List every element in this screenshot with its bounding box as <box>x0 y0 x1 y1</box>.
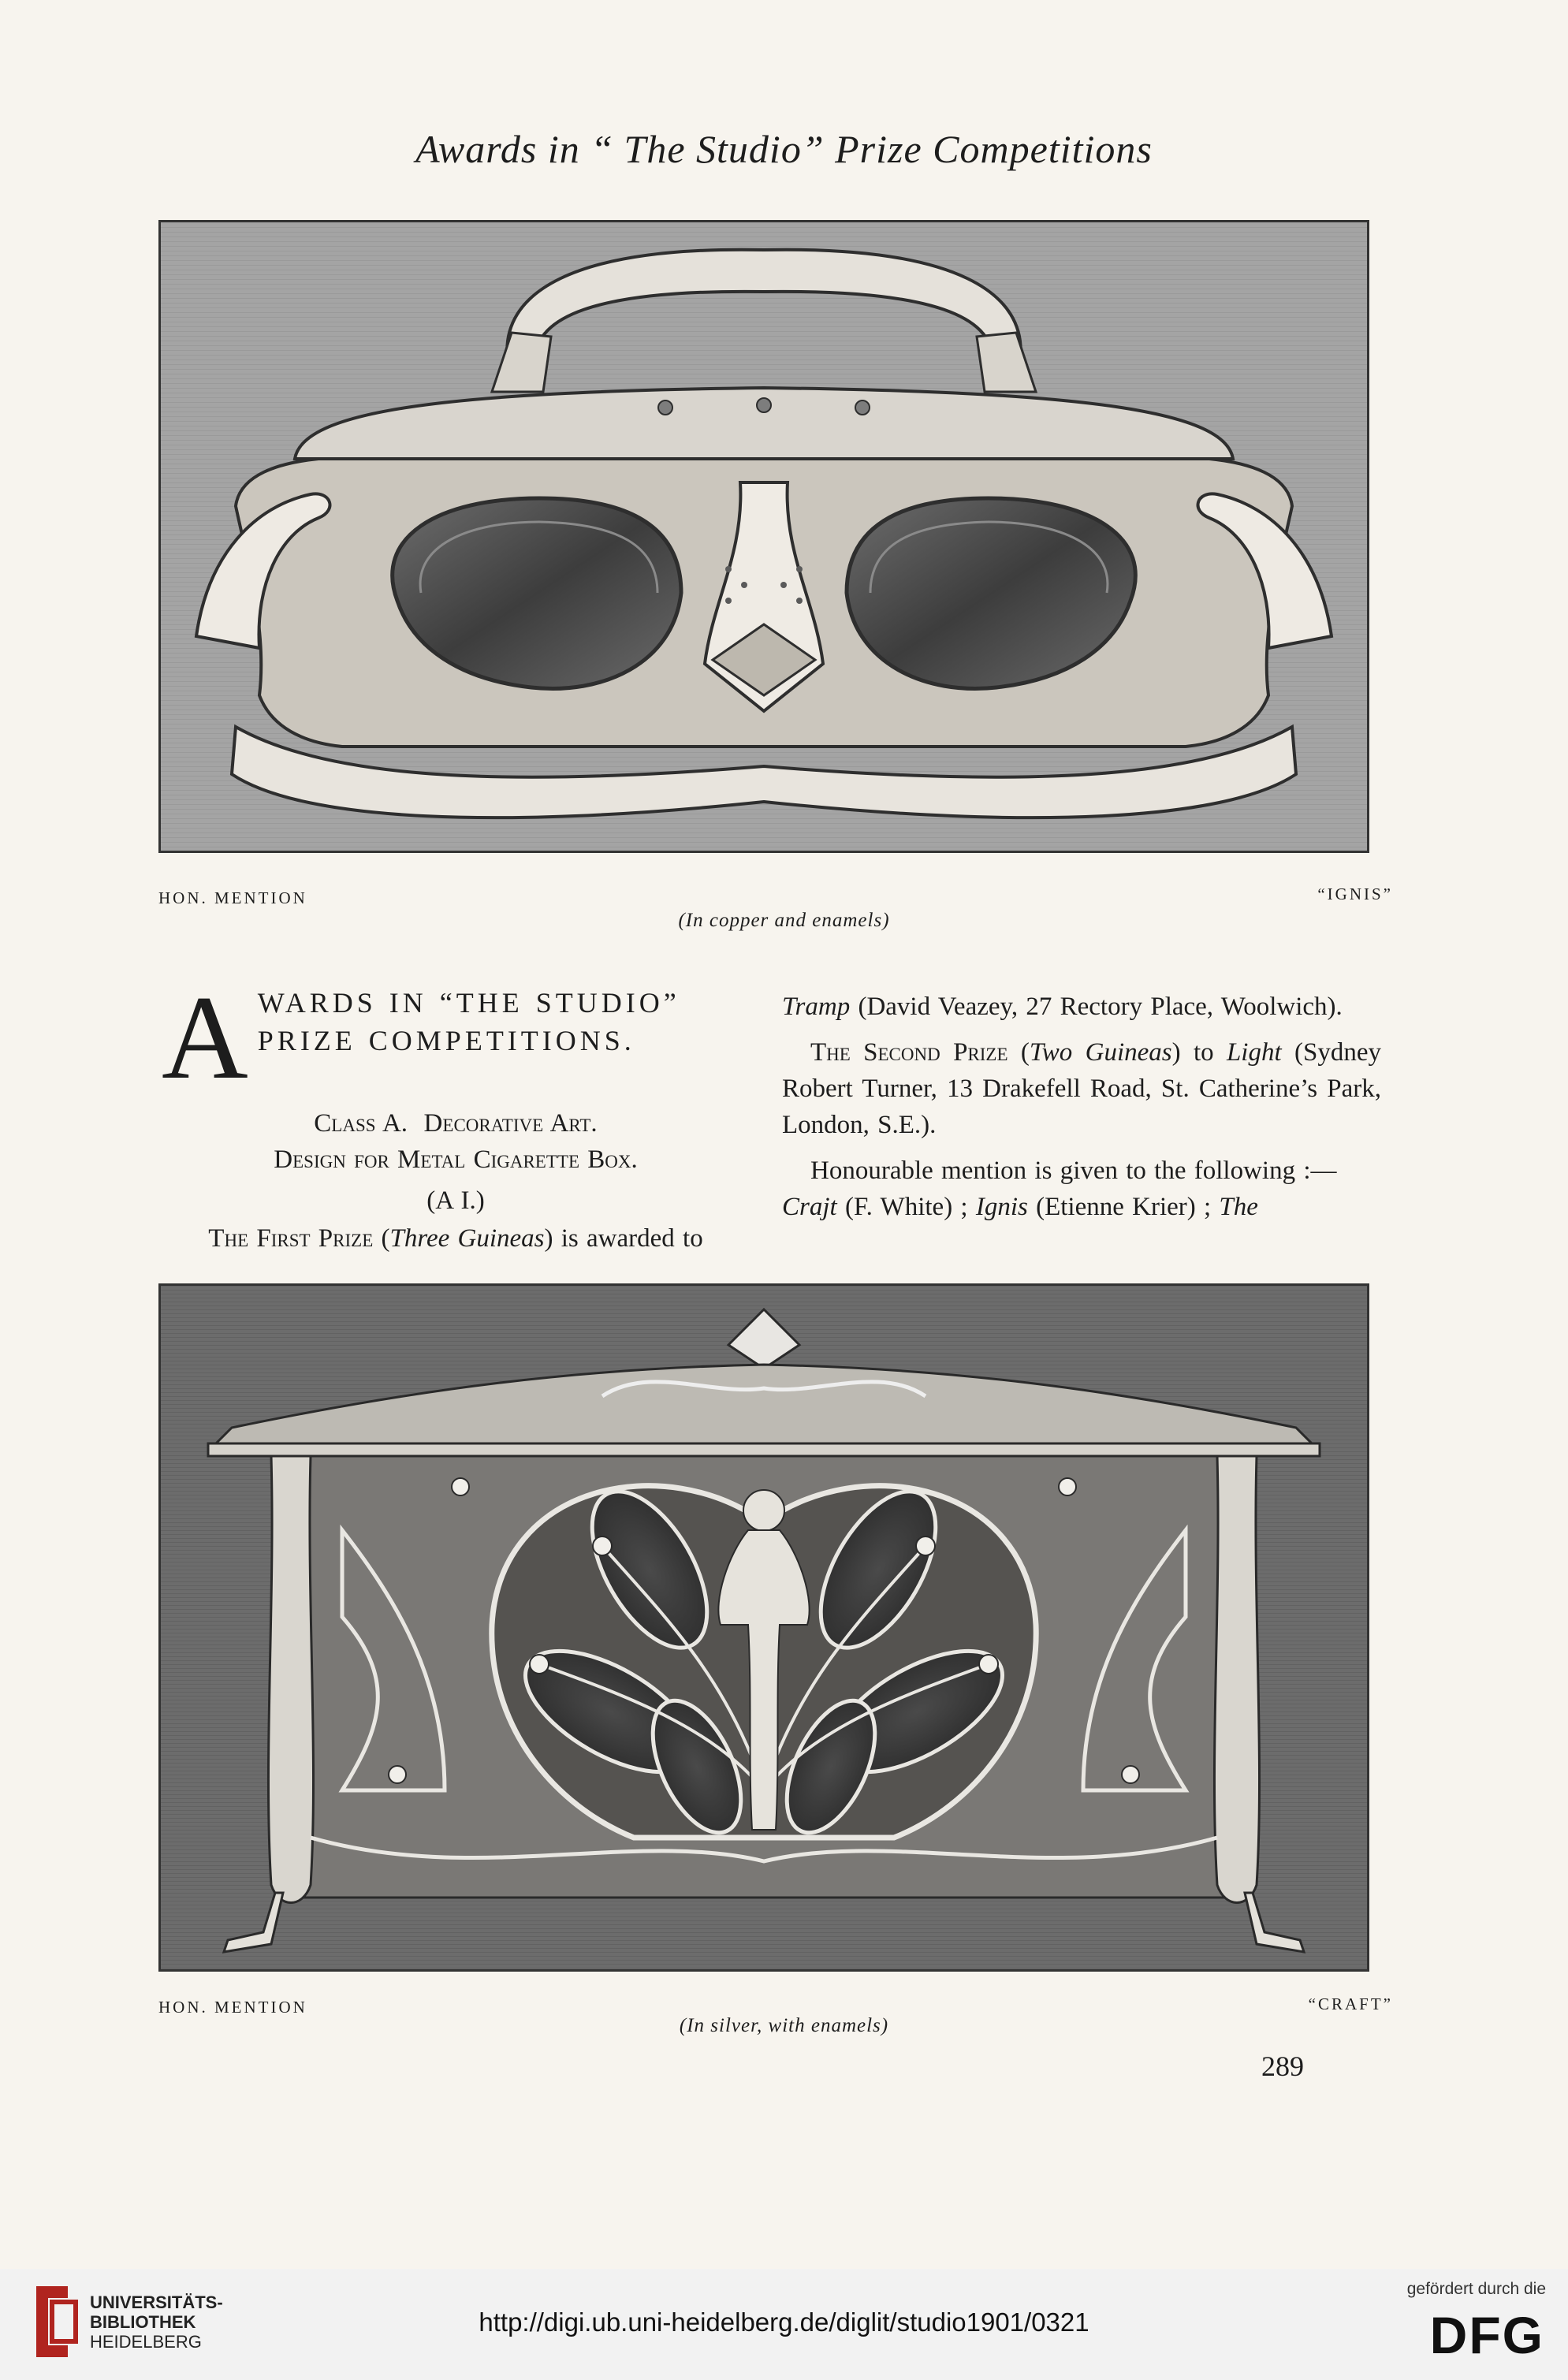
figure-1-label-left: HON. MENTION <box>158 888 307 907</box>
logo-line-3: HEIDELBERG <box>90 2332 202 2352</box>
funder-caption: gefördert durch die <box>1406 2280 1546 2298</box>
second-prize-lead: The Second Prize ( <box>810 1038 1030 1067</box>
tramp-details: (David Veazey, 27 Rectory Place, Woolwich). <box>850 993 1343 1021</box>
first-prize-lead: The First Prize ( <box>208 1224 390 1253</box>
headline-line-2: PRIZE COMPETITIONS. <box>257 1025 635 1056</box>
second-prize-mid: ) to <box>1171 1038 1227 1067</box>
figure-1-label-right: “IGNIS” <box>1317 885 1393 903</box>
figure-2-label-right: “CRAFT” <box>1308 1995 1393 2013</box>
headline-line-1: WARDS IN “THE STUDIO” <box>257 987 680 1019</box>
ignis-name: Ignis <box>975 1193 1028 1221</box>
crajt-name: Crajt <box>782 1193 837 1221</box>
drop-cap: A <box>162 971 248 1104</box>
figure-2-image <box>161 1286 1367 1969</box>
dfg-logo: DFG <box>1429 2306 1544 2364</box>
crajt-details: (F. White) ; <box>836 1193 976 1221</box>
first-prize-paragraph <box>162 1220 750 1257</box>
honourable-mention-paragraph: Honourable mention is given to the following :— <box>810 1156 1337 1185</box>
article-headline <box>162 984 750 1060</box>
ignis-details: (Etienne Krier) ; <box>1027 1193 1220 1221</box>
class-line: Class A. Decorative Art. <box>314 1109 598 1138</box>
article-left-column <box>162 971 750 1257</box>
design-line: Design for Metal Cigarette Box. <box>274 1145 638 1174</box>
figure-2-label-left: HON. MENTION <box>158 1998 307 2017</box>
logo-line-1: UNIVERSITÄTS- <box>90 2292 223 2312</box>
second-prize-paragraph <box>782 1034 1381 1143</box>
page-number: 289 <box>1261 2050 1304 2082</box>
article-right-column <box>782 989 1381 1225</box>
tramp-name: Tramp <box>782 993 851 1021</box>
figure-1-plate <box>158 220 1369 853</box>
figure-2-plate <box>158 1283 1369 1972</box>
mentions-line <box>782 1189 1381 1225</box>
source-url-link[interactable]: http://digi.ub.uni-heidelberg.de/diglit/studio1901/0321 <box>479 2307 1089 2337</box>
running-head: Awards in “ The Studio” Prize Competitions <box>415 127 1153 171</box>
logo-line-2: BIBLIOTHEK <box>90 2312 196 2332</box>
reference-line: (A I.) <box>426 1186 485 1215</box>
first-prize-tail: ) is awarded to <box>544 1224 703 1253</box>
figure-1-image <box>161 222 1367 851</box>
first-prize-amount: Three Guineas <box>389 1224 545 1253</box>
second-prize-amount: Two Guineas <box>1029 1038 1172 1067</box>
second-prize-name: Light <box>1226 1038 1282 1067</box>
second-prize-details: (Sydney Robert Turner, 13 Drakefell Road, St. Catherine’s Park, London, S.E.). <box>782 1038 1381 1139</box>
figure-2-caption: (In silver, with enamels) <box>679 2015 889 2036</box>
tramp-paragraph <box>782 989 1381 1025</box>
the-word: The <box>1219 1193 1258 1221</box>
figure-1-caption: (In copper and enamels) <box>678 910 890 931</box>
